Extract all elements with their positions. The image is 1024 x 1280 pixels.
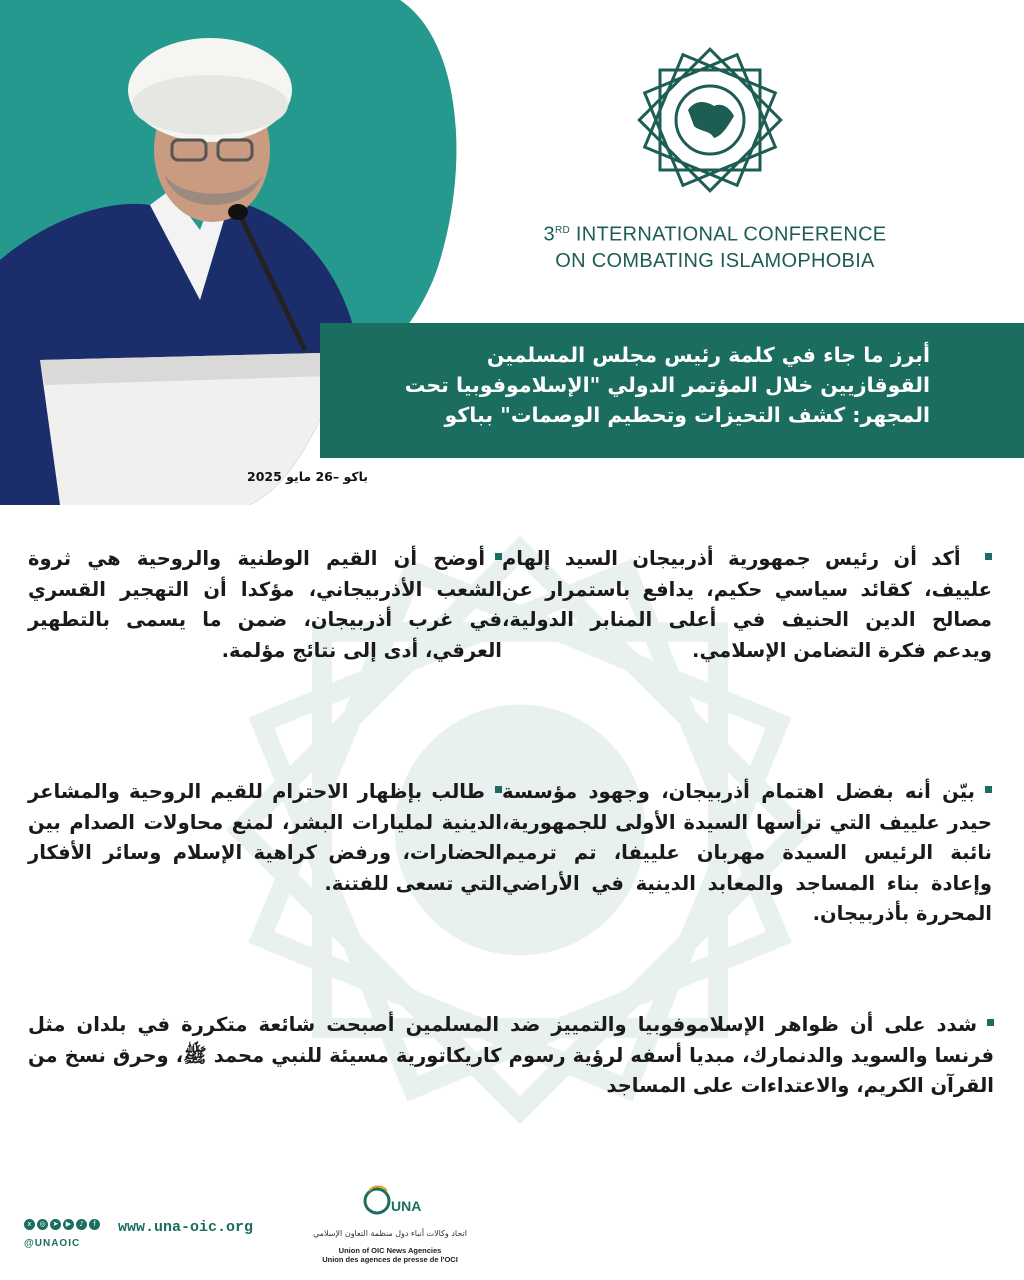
conference-title: 3RD INTERNATIONAL CONFERENCE ON COMBATING ISLAMOPHOBIA: [543, 223, 887, 272]
una-arabic-name: اتحاد وكالات أنباء دول منظمة التعاون الإسلامي: [313, 1229, 467, 1238]
instagram-icon[interactable]: ◎: [37, 1219, 48, 1230]
una-english-name: Union of OIC News Agencies Union des agences de presse de l'OCI: [322, 1246, 458, 1264]
x-icon[interactable]: x: [24, 1219, 35, 1230]
bullet-point: شدد على أن ظواهر الإسلاموفوبيا والتمييز ضد المسلمين أصبحت شائعة متكررة في بلدان مثل فرنسا والسويد والدنمارك، مبديا أسفه لرؤية رسوم كاريكاتورية مسيئة للنبي محمد ﷺ، وحرق نسخ من القرآن الكريم، والاعتداءات على المساجد: [28, 1013, 994, 1097]
bullet-point: أوضح أن القيم الوطنية والروحية هي ثروة الشعب الأذربيجاني، مؤكدا أن التهجير القسري في غرب أذربيجان، ضمن ما يسمى بالتطهير العرقي، أدى إلى نتائج مؤلمة.: [28, 547, 502, 662]
telegram-icon[interactable]: ➤: [50, 1219, 61, 1230]
una-logo-text: UNA: [391, 1198, 422, 1214]
bullet-square-icon: [987, 1019, 994, 1026]
website-link[interactable]: www.una-oic.org: [118, 1219, 254, 1236]
headline: أبرز ما جاء في كلمة رئيس مجلس المسلمين القوقازيين خلال المؤتمر الدولي "الإسلاموفوبيا تحت المجهر: كشف التحيزات وتحطيم الوصمات" بباكو: [404, 343, 930, 427]
bullet-square-icon: [495, 553, 502, 560]
bullet-point: بيّن أنه بفضل اهتمام أذربيجان، وجهود مؤسسة حيدر علييف التي ترأسها السيدة الأولى للجمهورية، نائبة الرئيس السيدة مهربان علييفا، تم ترميم وإعادة بناء المساجد والمعابد الدينية في الأراضي المحررة بأذربيجان.: [502, 780, 992, 925]
conference-logo-icon: [630, 40, 790, 200]
bullet-point: طالب بإظهار الاحترام للقيم الروحية والمشاعر الدينية لمليارات البشر، لمنع محاولات الصدام بين الحضارات، ورفض كراهية الإسلام وسائر الأفكار التي تسعى للفتنة.: [28, 780, 502, 895]
bullet-square-icon: [985, 553, 992, 560]
social-handle[interactable]: @UNAOIC: [24, 1238, 81, 1249]
facebook-icon[interactable]: f: [89, 1219, 100, 1230]
una-logo-icon: [355, 1183, 425, 1223]
bullet-square-icon: [985, 786, 992, 793]
tiktok-icon[interactable]: ♪: [76, 1219, 87, 1230]
social-icons: [24, 1219, 100, 1230]
bullet-square-icon: [495, 786, 502, 793]
youtube-icon[interactable]: ▶: [63, 1219, 74, 1230]
bullet-point: أكد أن رئيس جمهورية أذربيجان السيد إلهام علييف، كقائد سياسي حكيم، يدافع باستمرار عن مصالح الدين الحنيف في أعلى المنابر الدولية، ويدعم فكرة التضامن الإسلامي.: [502, 547, 992, 662]
dateline: باكو –26 مايو 2025: [247, 469, 368, 484]
